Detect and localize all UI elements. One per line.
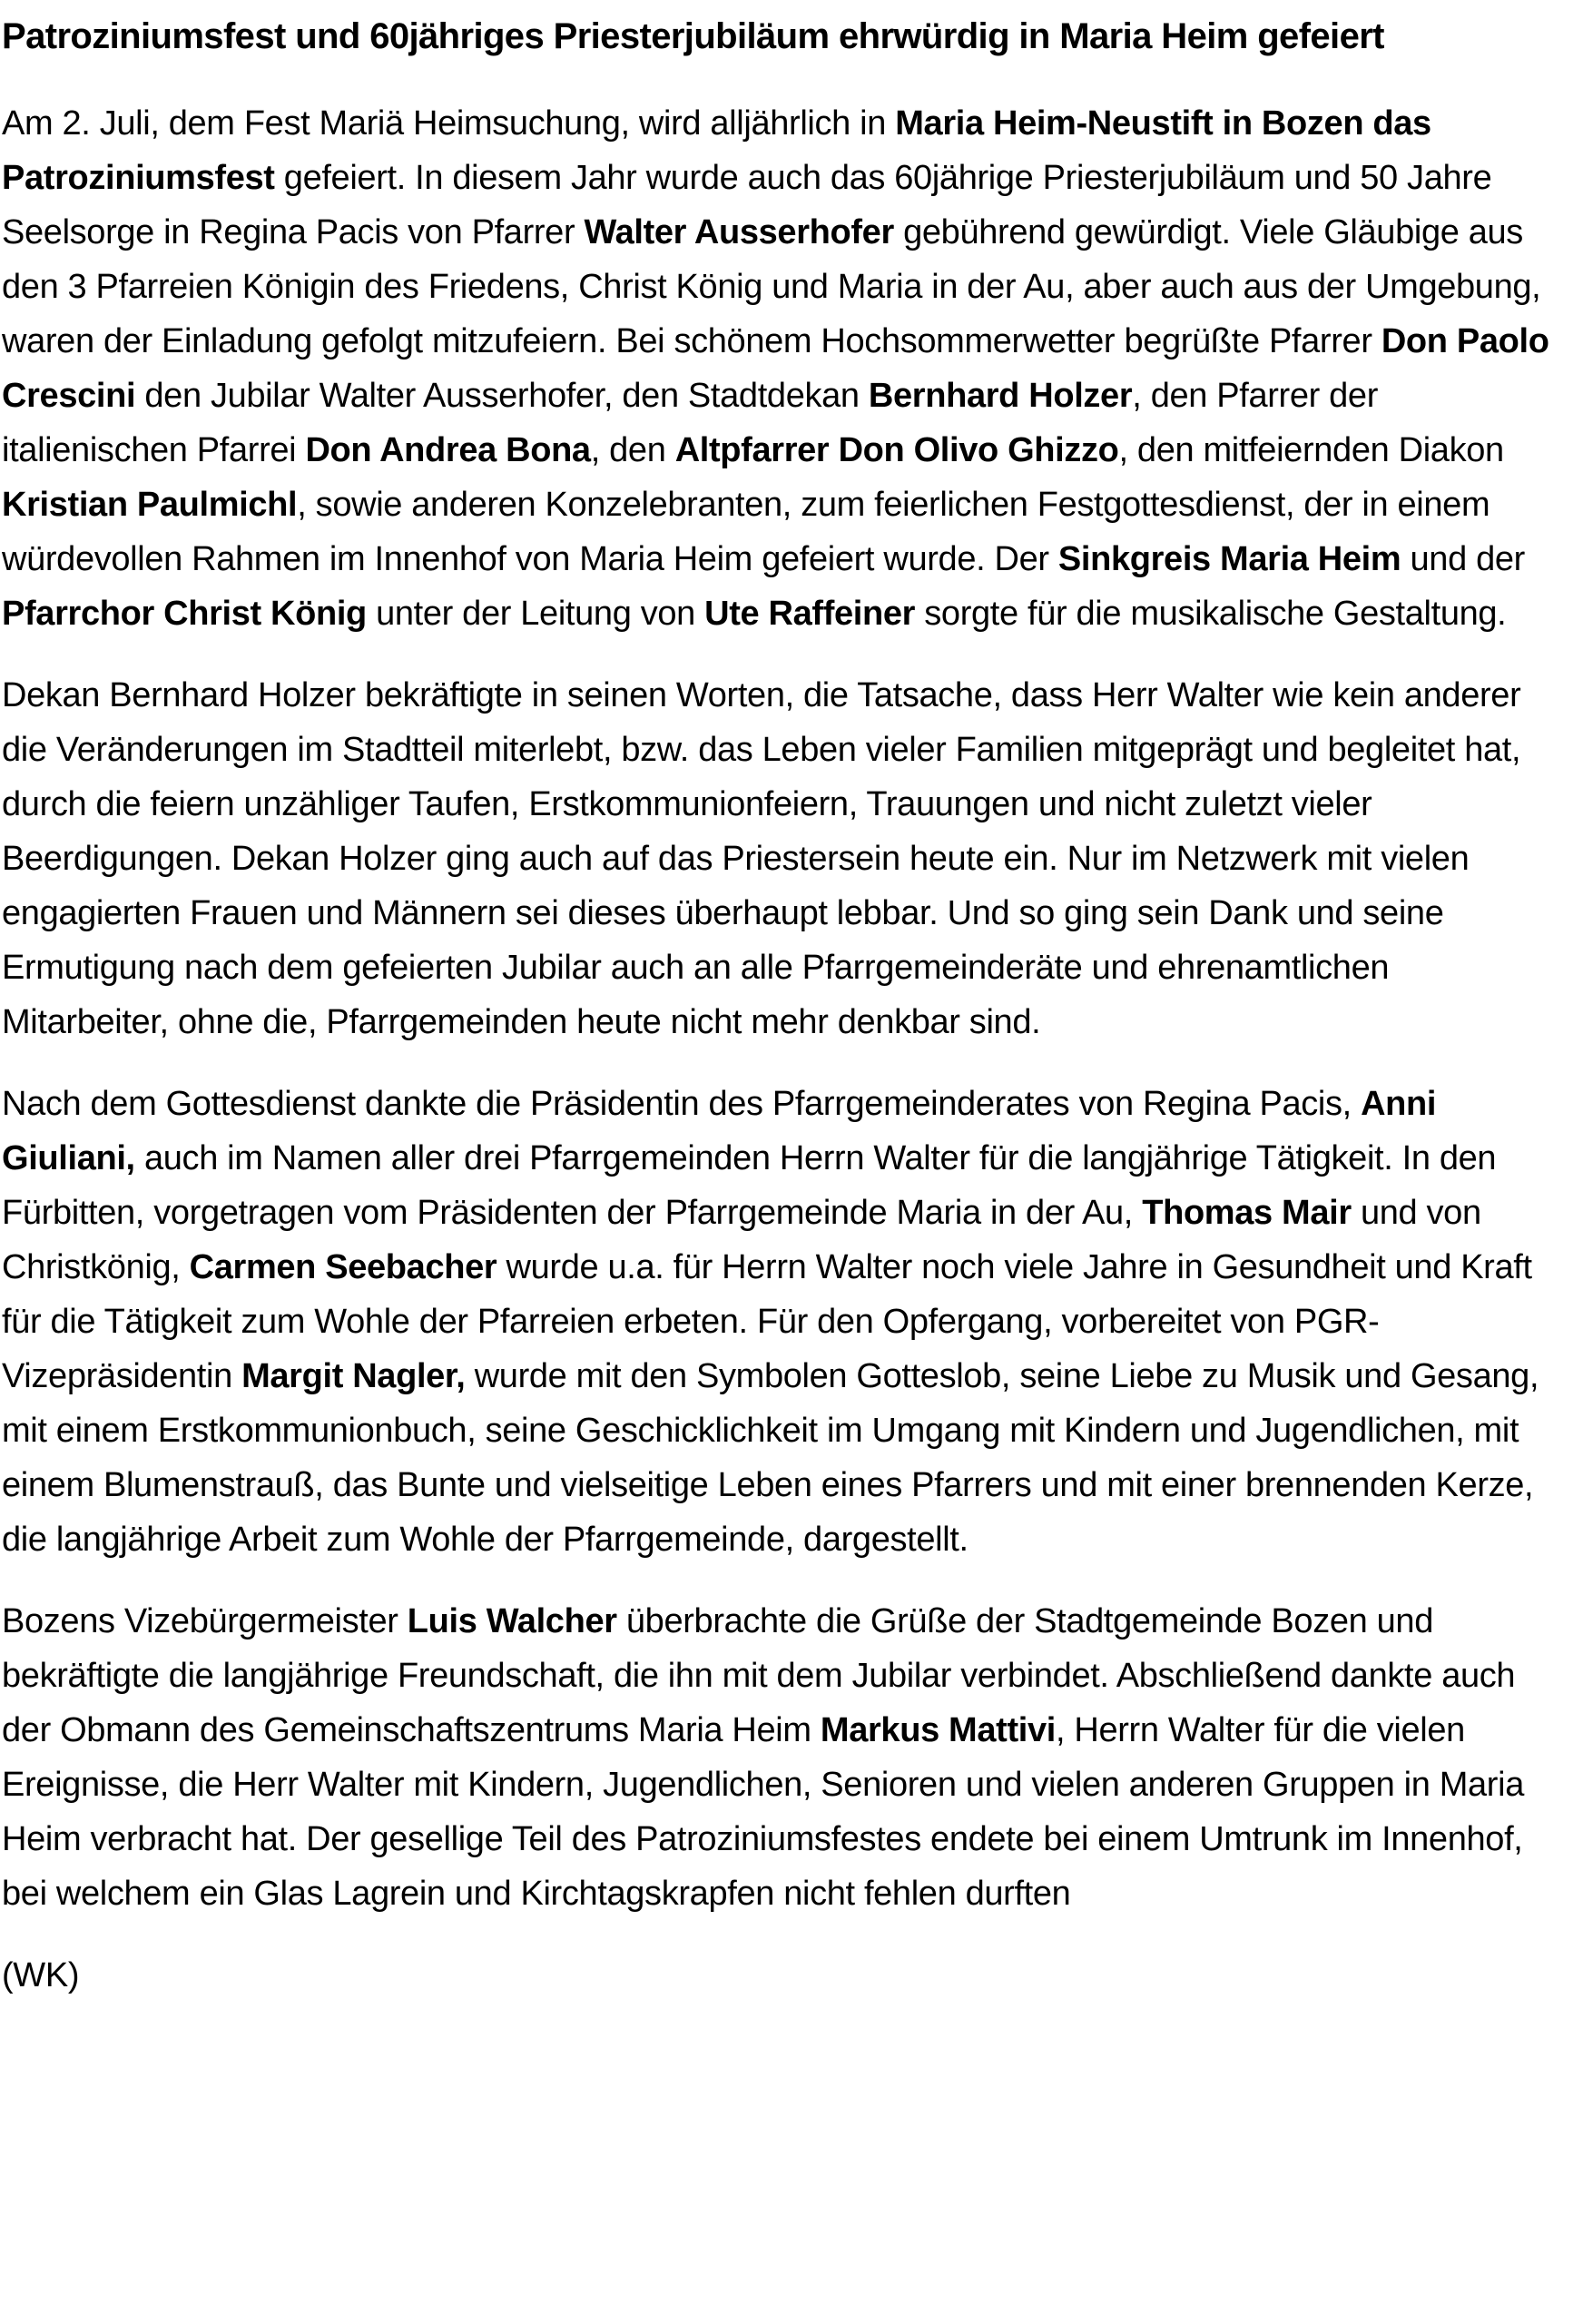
- bold-run: Walter Ausserhofer: [584, 213, 894, 251]
- text-run: Dekan Bernhard Holzer bekräftigte in seinen Worten, die Tatsache, dass Herr Walter wie kein anderer die Veränderungen im Stadtteil miterlebt, bzw. das Leben vieler Familien mitgeprägt und begleitet hat, durch die feiern unzähliger Taufen, Erstkommunionfeiern, Trauungen und nicht zuletzt vieler Beerdigungen. Dekan Holzer ging auch auf das Priestersein heute ein. Nur im Netzwerk mit vielen engagierten Frauen und Männern sei dieses überhaupt lebbar. Und so ging sein Dank und seine Ermutigung nach dem gefeierten Jubilar auch an alle Pfarrgemeinderäte und ehrenamtlichen Mitarbeiter, ohne die, Pfarrgemeinden heute nicht mehr denkbar sind.: [2, 676, 1521, 1041]
- text-run: , den: [590, 431, 675, 469]
- paragraph-thanks: [2, 1077, 1565, 1567]
- text-run: gefeiert. In diesem Jahr wurde auch das 60jährige Priesterjubiläum und 50 Jahre Seelsorge in Regina Pacis von Pfarrer: [2, 159, 1492, 251]
- bold-run: Luis Walcher: [407, 1602, 617, 1640]
- text-run: sorgte für die musikalische Gestaltung.: [915, 595, 1507, 633]
- text-run: Nach dem Gottesdienst dankte die Präsidentin des Pfarrgemeinderates von Regina Pacis,: [2, 1085, 1362, 1123]
- text-run: , Herrn Walter für die vielen Ereignisse, die Herr Walter mit Kindern, Jugendlichen, Senioren und vielen anderen Gruppen in Maria Heim verbracht hat. Der gesellige Teil des Patroziniumsfestes endete bei einem Umtrunk im Innenhof, bei welchem ein Glas Lagrein und Kirchtagskrapfen nicht fehlen durften: [2, 1711, 1524, 1913]
- paragraph-intro: [2, 96, 1565, 641]
- text-run: , den mitfeiernden Diakon: [1118, 431, 1504, 469]
- author-signature: (WK): [2, 1956, 80, 1994]
- text-run: Am 2. Juli, dem Fest Mariä Heimsuchung, wird alljährlich in: [2, 104, 896, 143]
- text-run: , den Pfarrer der italienischen Pfarrei: [2, 377, 1379, 469]
- text-run: und von Christkönig,: [2, 1194, 1481, 1286]
- bold-run: Sinkgreis Maria Heim: [1057, 540, 1401, 578]
- paragraph-closing: [2, 1594, 1565, 1921]
- text-run: , sowie anderen Konzelebranten, zum feierlichen Festgottesdienst, der in einem würdevollen Rahmen im Innenhof von Maria Heim gefeiert wurde. Der: [2, 486, 1490, 578]
- bold-run: Carmen Seebacher: [189, 1248, 497, 1286]
- bold-run: Kristian Paulmichl: [2, 486, 298, 524]
- bold-run: Thomas Mair: [1142, 1194, 1352, 1232]
- bold-run: Anni Giuliani,: [2, 1085, 1437, 1177]
- article-title: Patroziniumsfest und 60jähriges Priesterjubiläum ehrwürdig in Maria Heim gefeiert: [2, 16, 1384, 56]
- bold-run: Don Andrea Bona: [305, 431, 591, 469]
- text-run: wurde u.a. für Herrn Walter noch viele Jahre in Gesundheit und Kraft für die Tätigkeit zum Wohle der Pfarreien erbeten. Für den Opfergang, vorbereitet von PGR-Vizepräsidentin: [2, 1248, 1532, 1395]
- text-run: gebührend gewürdigt. Viele Gläubige aus den 3 Pfarreien Königin des Friedens, Christ König und Maria in der Au, aber auch aus der Umgebung, waren der Einladung gefolgt mitzufeiern. Bei schönem Hochsommerwetter begrüßte Pfarrer: [2, 213, 1541, 360]
- paragraph-dean-speech: [2, 668, 1565, 1049]
- text-run: Bozens Vizebürgermeister: [2, 1602, 408, 1640]
- text-run: überbrachte die Grüße der Stadtgemeinde Bozen und bekräftigte die langjährige Freundschaft, die ihn mit dem Jubilar verbindet. Abschließend dankte auch der Obmann des Gemeinschaftszentrums Maria Heim: [2, 1602, 1516, 1749]
- bold-run: Maria Heim-Neustift in Bozen das Patroziniumsfest: [2, 104, 1431, 197]
- bold-run: Margit Nagler,: [241, 1357, 466, 1395]
- bold-run: Don Paolo Crescini: [2, 322, 1549, 415]
- text-run: und der: [1401, 540, 1525, 578]
- text-run: den Jubilar Walter Ausserhofer, den Stadtdekan: [135, 377, 869, 415]
- bold-run: Markus Mattivi: [820, 1711, 1056, 1749]
- text-run: wurde mit den Symbolen Gotteslob, seine Liebe zu Musik und Gesang, mit einem Erstkommunionbuch, seine Geschicklichkeit im Umgang mit Kindern und Jugendlichen, mit einem Blumenstrauß, das Bunte und vielseitige Leben eines Pfarrers und mit einer brennenden Kerze, die langjährige Arbeit zum Wohle der Pfarrgemeinde, dargestellt.: [2, 1357, 1539, 1559]
- bold-run: Altpfarrer Don Olivo Ghizzo: [674, 431, 1119, 469]
- text-run: auch im Namen aller drei Pfarrgemeinden Herrn Walter für die langjährige Tätigkeit. In den Fürbitten, vorgetragen vom Präsidenten der Pfarrgemeinde Maria in der Au,: [2, 1139, 1497, 1232]
- bold-run: Bernhard Holzer: [868, 377, 1133, 415]
- bold-run: Ute Raffeiner: [704, 595, 916, 633]
- text-run: unter der Leitung von: [366, 595, 705, 633]
- bold-run: Pfarrchor Christ König: [2, 595, 367, 633]
